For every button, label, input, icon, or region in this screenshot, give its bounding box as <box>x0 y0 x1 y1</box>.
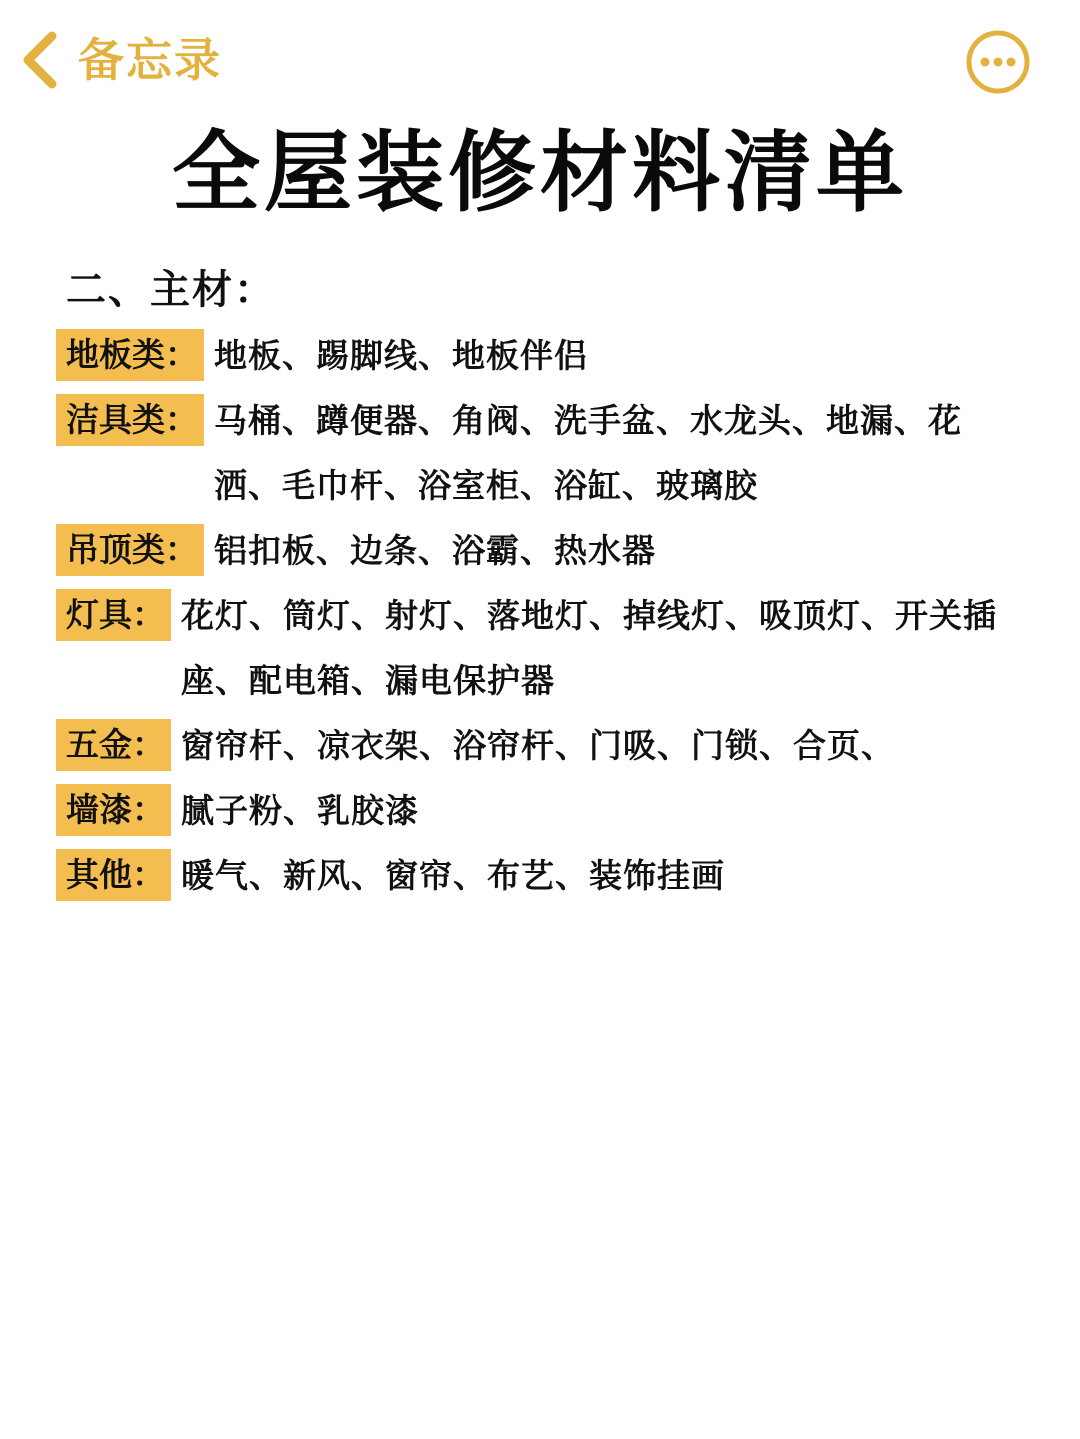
back-label: 备忘录 <box>78 33 222 87</box>
category-items: 暖气、新风、窗帘、布艺、装饰挂画 <box>181 856 725 895</box>
chevron-left-icon <box>18 28 62 92</box>
category-items: 铝扣板、边条、浴霸、热水器 <box>214 531 656 570</box>
nav-bar <box>0 0 1080 120</box>
more-button[interactable] <box>965 29 1031 95</box>
category-items: 花灯、筒灯、射灯、落地灯、掉线灯、吸顶灯、开关插座、配电箱、漏电保护器 <box>181 596 997 700</box>
category-tag: 吊顶类： <box>56 524 204 576</box>
category-items: 窗帘杆、凉衣架、浴帘杆、门吸、门锁、合页、 <box>181 726 895 765</box>
category-tag: 灯具： <box>56 589 171 641</box>
back-button[interactable] <box>18 28 222 92</box>
material-row-hardware <box>56 719 1026 778</box>
material-row-lighting <box>56 589 1026 713</box>
category-tag: 地板类： <box>56 329 204 381</box>
category-tag: 洁具类： <box>56 394 204 446</box>
category-tag: 墙漆： <box>56 784 171 836</box>
material-row-sanitary <box>56 394 1026 518</box>
more-horizontal-icon <box>965 29 1031 95</box>
section-heading: 二、主材： <box>66 267 276 313</box>
category-items: 马桶、蹲便器、角阀、洗手盆、水龙头、地漏、花洒、毛巾杆、浴室柜、浴缸、玻璃胶 <box>214 401 962 505</box>
category-items: 腻子粉、乳胶漆 <box>181 791 419 830</box>
material-row-other <box>56 849 1026 908</box>
category-items: 地板、踢脚线、地板伴侣 <box>214 336 588 375</box>
category-tag: 其他： <box>56 849 171 901</box>
category-tag: 五金： <box>56 719 171 771</box>
page-title: 全屋装修材料清单 <box>171 121 908 224</box>
material-row-flooring <box>56 329 1026 388</box>
material-row-ceiling <box>56 524 1026 583</box>
material-row-wall-paint <box>56 784 1026 843</box>
